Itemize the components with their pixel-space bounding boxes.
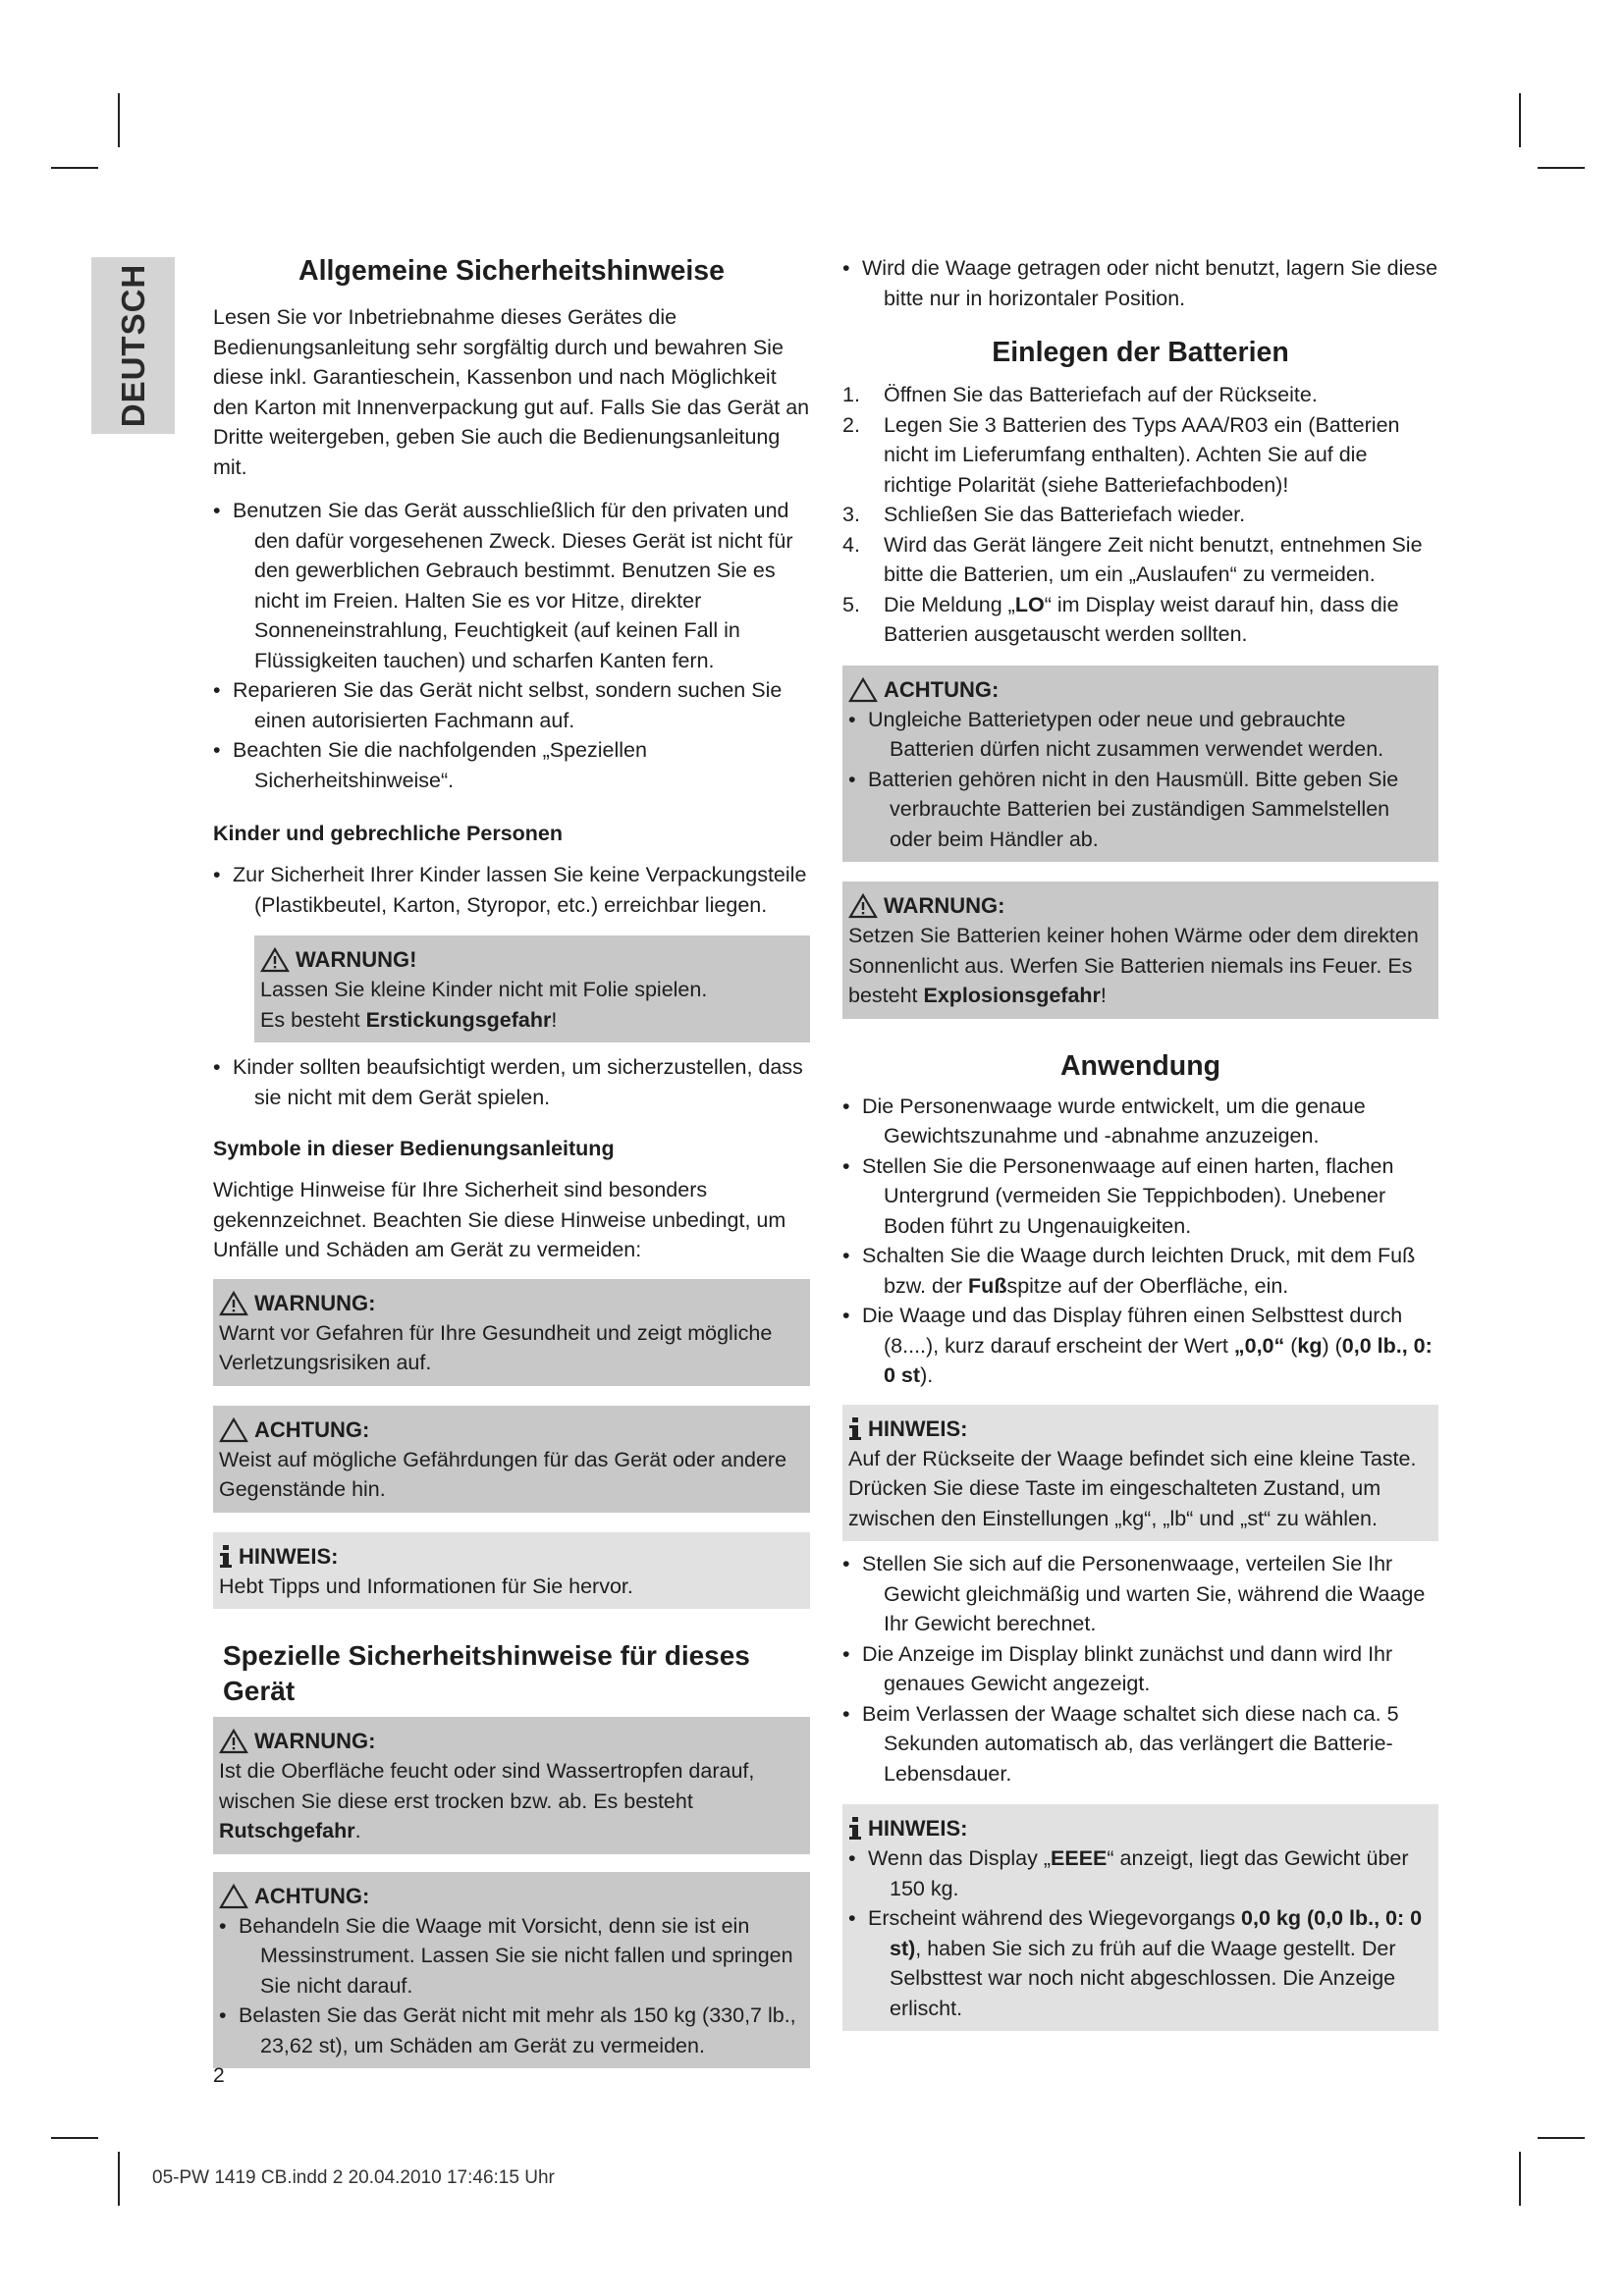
warnung-title: WARNUNG: (254, 1729, 376, 1753)
safety-bullet-list (213, 496, 810, 795)
symbol-warnung-box (213, 1279, 810, 1386)
info-icon (848, 1417, 862, 1441)
list-item: • Behandeln Sie die Waage mit Vorsicht, denn sie ist ein Messinstrument. Lassen Sie sie nicht fallen und springen Sie nicht darauf. (219, 1911, 804, 2002)
warnung-box-kinder (254, 935, 810, 1042)
emphasis: Explosionsgefahr (923, 984, 1101, 1007)
warnung-text (848, 921, 1433, 1011)
list-item (848, 1843, 1433, 1903)
emphasis: LO (1014, 592, 1045, 616)
symbol-achtung-box (213, 1406, 810, 1513)
list-item (842, 590, 1438, 650)
text-span: Die Meldung „ (884, 592, 1015, 616)
spezielle-achtung-box (213, 1872, 810, 2069)
emphasis: Rutschgefahr (219, 1819, 355, 1842)
warning-triangle-icon (848, 893, 878, 919)
list-item: • Beachten Sie die nachfolgenden „Speziellen Sicherheitshinweise“. (213, 735, 810, 795)
emphasis: 0,0 kg (0,0 lb., 0: 0 st) (890, 1906, 1423, 1960)
warnung-line: Lassen Sie kleine Kinder nicht mit Folie spielen. (260, 978, 708, 1001)
batterie-achtung-box (842, 666, 1438, 863)
warnung-title: WARNUNG: (884, 893, 1005, 918)
list-item (842, 500, 1438, 530)
spezielle-warnung-box (213, 1717, 810, 1854)
anwendung-bullet-list (842, 1092, 1438, 1391)
text-span: , haben Sie sich zu früh auf die Waage gestellt. Der Selbsttest war noch nicht abgeschlossen. Die Anzeige erlischt. (890, 1936, 1396, 2020)
right-column (842, 253, 1438, 2031)
achtung-title: ACHTUNG: (254, 1883, 370, 1908)
top-bullet-list (842, 253, 1438, 313)
warnung-text (219, 1756, 804, 1846)
warnung-title: WARNUNG: (254, 1290, 376, 1315)
crop-mark (1538, 167, 1585, 169)
crop-mark (1519, 93, 1521, 147)
caution-triangle-icon (848, 677, 878, 703)
text-span: “ anzeigt, liegt das Gewicht über 150 kg. (890, 1846, 1409, 1900)
list-item: • Zur Sicherheit Ihrer Kinder lassen Sie keine Verpackungsteile (Plastikbeutel, Karton, Styropor, etc.) erreichbar liegen. (213, 860, 810, 920)
emphasis: EEEE (1051, 1846, 1108, 1870)
emphasis: Fuß (968, 1273, 1007, 1298)
emphasis: kg (1297, 1333, 1323, 1358)
anwendung-bullet-list-2 (842, 1549, 1438, 1789)
step-number: 2. (842, 412, 860, 437)
hinweis-title: HINWEIS: (239, 1543, 339, 1569)
step-number: 4. (842, 532, 860, 557)
list-item (848, 1903, 1433, 2023)
list-item (842, 530, 1438, 590)
text-span: Ist die Oberfläche feucht oder sind Wassertropfen darauf, wischen Sie diese erst trocken bzw. ab. Es besteht (219, 1759, 755, 1813)
list-item: • Beim Verlassen der Waage schaltet sich diese nach ca. 5 Sekunden automatisch ab, das verlängert die Batterie-Lebensdauer. (842, 1699, 1438, 1789)
section-title-anwendung: Anwendung (1059, 1049, 1221, 1082)
left-column (213, 253, 810, 2068)
symbole-paragraph: Wichtige Hinweise für Ihre Sicherheit sind besonders gekennzeichnet. Beachten Sie diese Hinweise unbedingt, um Unfälle und Schäden am Gerät zu vermeiden: (213, 1178, 786, 1261)
text-span: Die Waage und das Display führen einen Selbsttest durch (8....), kurz darauf erscheint der Wert (862, 1304, 1403, 1358)
warning-triangle-icon (219, 1729, 248, 1754)
list-item: • Die Anzeige im Display blinkt zunächst und dann wird Ihr genaues Gewicht angezeigt. (842, 1639, 1438, 1699)
text-span: spitze auf der Oberfläche, ein. (1006, 1273, 1289, 1298)
print-footer: 05-PW 1419 CB.indd 2 20.04.2010 17:46:15 Uhr (152, 2167, 555, 2188)
battery-steps (842, 380, 1438, 650)
achtung-text: Weist auf mögliche Gefährdungen für das Gerät oder andere Gegenstände hin. (219, 1447, 787, 1501)
step-number: 5. (842, 592, 860, 616)
emphasis: „0,0“ (1233, 1333, 1285, 1358)
achtung-title: ACHTUNG: (254, 1416, 370, 1442)
batterie-warnung-box (842, 881, 1438, 1019)
achtung-bullet-list (219, 1911, 804, 2061)
step-text: Öffnen Sie das Batteriefach auf der Rückseite. (884, 383, 1318, 406)
list-item: • Stellen Sie sich auf die Personenwaage, verteilen Sie Ihr Gewicht gleichmäßig und warten Sie, während die Waage Ihr Gewicht berechnet. (842, 1549, 1438, 1639)
warning-triangle-icon (219, 1291, 248, 1316)
list-item: • Benutzen Sie das Gerät ausschließlich für den privaten und den dafür vorgesehenen Zweck. Dieses Gerät ist nicht für den gewerblichen Gebrauch bestimmt. Benutzen Sie es nicht im Freien. Halten Sie es vor Hitze, direkter Sonneneinstrahlung, Feuchtigkeit (auf keinen Fall in Flüssigkeiten tauchen) und scharfen Kanten fern. (213, 496, 810, 675)
crop-mark (1538, 2137, 1585, 2139)
hinweis-text: Hebt Tipps und Informationen für Sie hervor. (219, 1574, 633, 1598)
list-item: • Ungleiche Batterietypen oder neue und gebrauchte Batterien dürfen nicht zusammen verwendet werden. (848, 705, 1433, 765)
achtung-bullet-list (848, 705, 1433, 855)
list-item (842, 1301, 1438, 1391)
emphasis: Erstickungsgefahr (365, 1007, 552, 1032)
hinweis-text: Auf der Rückseite der Waage befindet sich eine kleine Taste. Drücken Sie diese Taste im eingeschalteten Zustand, um zwischen den Einstellungen „kg“, „lb“ und „st“ zu wählen. (848, 1446, 1417, 1530)
text-span: Setzen Sie Batterien keiner hohen Wärme oder dem direkten Sonnenlicht aus. Werfen Sie Batterien niemals ins Feuer. Es besteht (848, 924, 1419, 1007)
text-span: Wenn das Display „ (868, 1846, 1052, 1870)
info-icon (848, 1817, 862, 1841)
text-span: “ im Display weist darauf hin, dass die Batterien ausgetauscht werden sollten. (884, 592, 1399, 646)
emphasis: 0,0 lb., 0: 0 st (884, 1333, 1433, 1387)
list-item (842, 410, 1438, 501)
warning-triangle-icon (260, 947, 290, 973)
language-tab-label: DEUTSCH (114, 263, 151, 428)
list-item: • Belasten Sie das Gerät nicht mit mehr als 150 kg (330,7 lb., 23,62 st), um Schäden am Gerät zu vermeiden. (219, 2001, 804, 2060)
caution-triangle-icon (219, 1417, 248, 1443)
symbol-hinweis-box (213, 1532, 810, 1610)
text-span: . (354, 1819, 361, 1842)
list-item: • Die Personenwaage wurde entwickelt, um die genaue Gewichtszunahme und -abnahme anzuzeigen. (842, 1092, 1438, 1151)
crop-mark (118, 2152, 120, 2206)
hinweis-title: HINWEIS: (868, 1415, 968, 1441)
step-number: 3. (842, 503, 860, 526)
step-text: Schließen Sie das Batteriefach wieder. (884, 503, 1246, 526)
section-title-batterien: Einlegen der Batterien (992, 337, 1289, 368)
text-span: ( (1284, 1333, 1298, 1358)
text-span: Es besteht (260, 1007, 366, 1032)
step-number: 1. (842, 383, 860, 406)
list-item: • Stellen Sie die Personenwaage auf einen harten, flachen Untergrund (vermeiden Sie Teppichboden). Unebener Boden führt zu Ungenauigkeiten. (842, 1151, 1438, 1242)
kinder-bullet-list-2 (213, 1052, 810, 1112)
crop-mark (1519, 2152, 1521, 2206)
warnung-title: WARNUNG! (296, 947, 417, 972)
step-text: Legen Sie 3 Batterien des Typs AAA/R03 ein (Batterien nicht im Lieferumfang enthalten). Achten Sie auf die richtige Polarität (siehe Batteriefachboden)! (884, 412, 1400, 497)
section-title-allgemeine: Allgemeine Sicherheitshinweise (298, 255, 725, 287)
text-span: ) ( (1322, 1333, 1342, 1358)
hinweis-box-taste (842, 1405, 1438, 1542)
list-item (842, 1241, 1438, 1301)
warnung-line (260, 1005, 804, 1036)
crop-mark (118, 93, 120, 147)
info-icon (219, 1545, 233, 1569)
page-number: 2 (213, 2064, 225, 2087)
list-item: • Batterien gehören nicht in den Hausmüll. Bitte geben Sie verbrauchte Batterien bei zuständigen Sammelstellen oder beim Händler ab. (848, 765, 1433, 855)
crop-mark (51, 167, 98, 169)
list-item: • Reparieren Sie das Gerät nicht selbst, sondern suchen Sie einen autorisierten Fachmann auf. (213, 675, 810, 735)
list-item (842, 380, 1438, 410)
text-span: Schalten Sie die Waage durch leichten Druck, mit dem Fuß bzw. der (862, 1244, 1416, 1298)
caution-triangle-icon (219, 1884, 248, 1909)
hinweis-box-anzeige (842, 1804, 1438, 2031)
text-span: ! (551, 1007, 558, 1032)
text-span: ). (920, 1363, 934, 1387)
symbole-heading: Symbole in dieser Bedienungsanleitung (213, 1137, 615, 1160)
step-text: Wird das Gerät längere Zeit nicht benutzt, entnehmen Sie bitte die Batterien, um ein „Auslaufen“ zu vermeiden. (884, 532, 1423, 586)
hinweis-bullet-list (848, 1843, 1433, 2023)
text-span: Erscheint während des Wiegevorgangs (868, 1906, 1242, 1930)
kinder-heading: Kinder und gebrechliche Personen (213, 822, 564, 845)
kinder-bullet-list (213, 860, 810, 920)
section-title-spezielle: Spezielle Sicherheitshinweise für dieses Gerät (223, 1640, 750, 1706)
list-item: • Kinder sollten beaufsichtigt werden, um sicherzustellen, dass sie nicht mit dem Gerät spielen. (213, 1052, 810, 1112)
warnung-text: Warnt vor Gefahren für Ihre Gesundheit und zeigt mögliche Verletzungsrisiken auf. (219, 1320, 773, 1374)
list-item: • Wird die Waage getragen oder nicht benutzt, lagern Sie diese bitte nur in horizontaler Position. (842, 253, 1438, 313)
achtung-title: ACHTUNG: (884, 676, 1000, 702)
intro-paragraph: Lesen Sie vor Inbetriebnahme dieses Gerätes die Bedienungsanleitung sehr sorgfältig durch und bewahren Sie diese inkl. Garantieschein, Kassenbon und nach Möglichkeit den Karton mit Innenverpackung gut auf. Falls Sie das Gerät an Dritte weitergeben, geben Sie auch die Bedienungsanleitung mit. (213, 305, 810, 479)
crop-mark (51, 2137, 98, 2139)
language-tab (91, 257, 175, 434)
hinweis-title: HINWEIS: (868, 1816, 968, 1841)
text-span: ! (1100, 984, 1107, 1007)
